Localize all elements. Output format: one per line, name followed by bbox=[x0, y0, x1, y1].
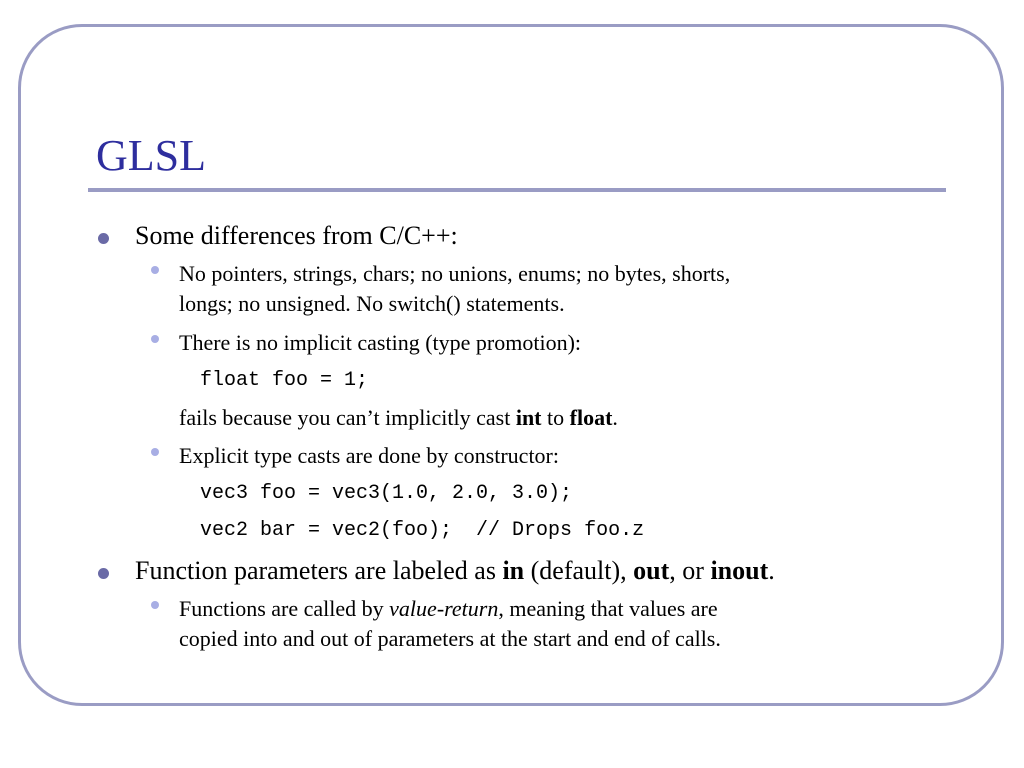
code-vec3-foo: vec3 foo = vec3(1.0, 2.0, 3.0); bbox=[200, 482, 573, 505]
title-divider bbox=[88, 188, 946, 192]
bullet-dot-icon bbox=[98, 568, 109, 579]
sub-bullet-value-return-line1 bbox=[179, 594, 718, 624]
keyword-in: in bbox=[502, 556, 525, 585]
sub-bullet-dot-icon bbox=[151, 448, 159, 456]
fails-to: to bbox=[541, 405, 570, 430]
fails-period: . bbox=[612, 405, 618, 430]
keyword-inout: inout bbox=[710, 556, 769, 585]
sub-bullet-dot-icon bbox=[151, 335, 159, 343]
code-vec2-bar: vec2 bar = vec2(foo); // Drops foo.z bbox=[200, 519, 645, 542]
sub-bullet-no-pointers-line1: No pointers, strings, chars; no unions, enums; no bytes, shorts, bbox=[179, 261, 731, 286]
slide-title: GLSL bbox=[96, 131, 206, 180]
sub-bullet-explicit-casts: Explicit type casts are done by constructor: bbox=[179, 443, 559, 468]
fails-text: fails because you can’t implicitly cast bbox=[179, 405, 516, 430]
value-return-post: , meaning that values are bbox=[498, 596, 718, 621]
keyword-out: out bbox=[633, 556, 670, 585]
keyword-float: float bbox=[569, 405, 613, 430]
sub-bullet-dot-icon bbox=[151, 266, 159, 274]
params-text: Function parameters are labeled as bbox=[135, 556, 503, 585]
params-or: , or bbox=[669, 556, 711, 585]
sub-bullet-value-return-line2: copied into and out of parameters at the start and end of calls. bbox=[179, 626, 721, 651]
keyword-int: int bbox=[515, 405, 542, 430]
value-return-term: value-return bbox=[389, 596, 499, 621]
params-period: . bbox=[768, 556, 775, 585]
sub-bullet-implicit-casting: There is no implicit casting (type promotion): bbox=[179, 330, 582, 355]
bullet-differences: Some differences from C/C++: bbox=[135, 221, 458, 250]
bullet-dot-icon bbox=[98, 233, 109, 244]
bullet-function-parameters bbox=[135, 555, 775, 587]
fails-explanation bbox=[179, 403, 618, 433]
params-default: (default), bbox=[524, 556, 634, 585]
sub-bullet-no-pointers-line2: longs; no unsigned. No switch() statements. bbox=[179, 291, 565, 316]
code-float-foo: float foo = 1; bbox=[200, 369, 369, 392]
sub-bullet-dot-icon bbox=[151, 601, 159, 609]
value-return-pre: Functions are called by bbox=[179, 596, 390, 621]
